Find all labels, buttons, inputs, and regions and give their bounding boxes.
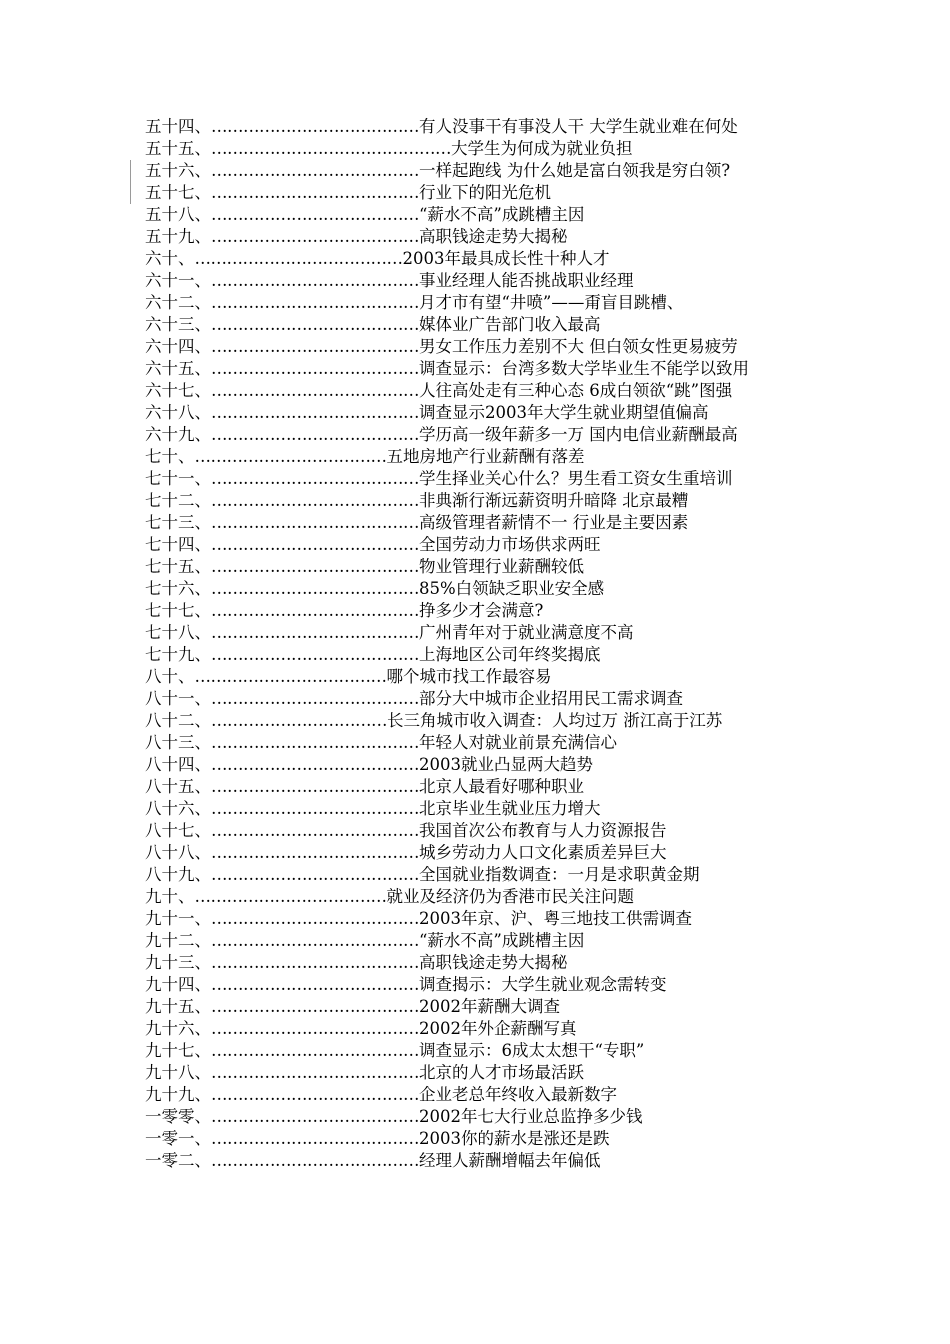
toc-entry[interactable] — [145, 886, 815, 908]
toc-entry-number: 七十、 — [145, 447, 195, 466]
toc-entry[interactable] — [145, 622, 815, 644]
toc-entry-number: 八十四、 — [145, 755, 211, 774]
toc-entry[interactable] — [145, 798, 815, 820]
toc-entry[interactable] — [145, 732, 815, 754]
toc-entry-number: 八十五、 — [145, 777, 211, 796]
toc-entry-number: 一零一、 — [145, 1129, 211, 1148]
toc-entry[interactable] — [145, 644, 815, 666]
toc-entry-number: 八十二、 — [145, 711, 211, 730]
toc-entry[interactable] — [145, 270, 815, 292]
toc-entry-number: 七十二、 — [145, 491, 211, 510]
toc-entry-number: 九十二、 — [145, 931, 211, 950]
toc-entry-title: 五地房地产行业薪酬有落差 — [386, 447, 585, 466]
toc-leader-dots: ………………………………… — [211, 1129, 419, 1148]
toc-entry[interactable] — [145, 974, 815, 996]
toc-leader-dots: ………………………………… — [211, 293, 419, 312]
toc-entry-number: 六十七、 — [145, 381, 211, 400]
toc-entry-title: 北京的人才市场最活跃 — [419, 1063, 584, 1082]
toc-entry[interactable] — [145, 1084, 815, 1106]
toc-entry-title: 北京人最看好哪种职业 — [419, 777, 584, 796]
toc-entry-number: 一零零、 — [145, 1107, 211, 1126]
toc-entry-title: 物业管理行业薪酬较低 — [419, 557, 584, 576]
toc-leader-dots: ………………………………… — [211, 931, 419, 950]
toc-entry-title: 调查显示：6成太太想干“专职” — [419, 1041, 645, 1060]
toc-entry[interactable] — [145, 380, 815, 402]
toc-entry[interactable] — [145, 688, 815, 710]
toc-entry-number: 五十四、 — [145, 117, 211, 136]
toc-leader-dots: ……………………………… — [194, 887, 387, 906]
toc-entry-number: 九十六、 — [145, 1019, 211, 1038]
toc-leader-dots: ………………………………… — [194, 249, 403, 268]
toc-entry[interactable] — [145, 424, 815, 446]
toc-entry-title: 调查显示2003年大学生就业期望值偏高 — [419, 403, 709, 422]
toc-leader-dots: ………………………………… — [211, 997, 419, 1016]
toc-leader-dots: ………………………………… — [211, 601, 419, 620]
toc-leader-dots: ………………………………… — [211, 1085, 419, 1104]
toc-leader-dots: ………………………………… — [211, 689, 419, 708]
toc-entry-number: 五十六、 — [145, 161, 211, 180]
toc-entry-number: 六十五、 — [145, 359, 211, 378]
toc-leader-dots: ………………………………… — [211, 359, 419, 378]
toc-entry-number: 八十一、 — [145, 689, 211, 708]
toc-entry-title: 人往高处走有三种心态 6成白领欲“跳”图强 — [419, 381, 733, 400]
toc-entry-title: 2003你的薪水是涨还是跌 — [419, 1129, 610, 1148]
toc-entry[interactable] — [145, 226, 815, 248]
toc-entry-title: 挣多少才会满意? — [419, 601, 544, 620]
toc-entry[interactable] — [145, 138, 815, 160]
toc-entry-number: 九十三、 — [145, 953, 211, 972]
toc-entry[interactable] — [145, 1040, 815, 1062]
toc-entry-title: 全国就业指数调查：一月是求职黄金期 — [419, 865, 700, 884]
toc-entry-number: 九十八、 — [145, 1063, 211, 1082]
toc-entry[interactable] — [145, 1150, 815, 1172]
toc-entry-number: 八十八、 — [145, 843, 211, 862]
toc-leader-dots: ………………………………… — [211, 579, 419, 598]
toc-entry[interactable] — [145, 996, 815, 1018]
toc-entry[interactable] — [145, 666, 815, 688]
toc-leader-dots: ………………………………… — [211, 403, 419, 422]
toc-leader-dots: ………………………………… — [211, 733, 419, 752]
toc-leader-dots: ………………………………… — [211, 469, 419, 488]
toc-entry[interactable] — [145, 182, 815, 204]
toc-leader-dots: ………………………………… — [211, 623, 419, 642]
toc-entry[interactable] — [145, 578, 815, 600]
toc-leader-dots: ………………………………… — [211, 315, 419, 334]
margin-bar — [130, 160, 131, 204]
toc-entry-number: 五十八、 — [145, 205, 211, 224]
toc-entry-number: 八十六、 — [145, 799, 211, 818]
toc-entry[interactable] — [145, 820, 815, 842]
toc-entry-number: 七十八、 — [145, 623, 211, 642]
toc-entry-number: 七十七、 — [145, 601, 211, 620]
toc-leader-dots: ………………………………… — [211, 117, 419, 136]
toc-entry-title: 2003年京、沪、粤三地技工供需调查 — [419, 909, 692, 928]
toc-entry[interactable] — [145, 358, 815, 380]
toc-leader-dots: …………………………… — [211, 711, 387, 730]
toc-entry[interactable] — [145, 534, 815, 556]
toc-leader-dots: ………………………………… — [211, 557, 419, 576]
toc-entry-title: 部分大中城市企业招用民工需求调查 — [419, 689, 683, 708]
toc-entry-title: 高级管理者薪情不一 行业是主要因素 — [419, 513, 689, 532]
toc-entry[interactable] — [145, 864, 815, 886]
toc-leader-dots: ………………………………… — [211, 1041, 419, 1060]
toc-entry-number: 六十九、 — [145, 425, 211, 444]
toc-leader-dots: ……………………………… — [194, 447, 387, 466]
toc-entry[interactable] — [145, 952, 815, 974]
toc-leader-dots: ………………………………… — [211, 755, 419, 774]
toc-entry-title: 男女工作压力差别不大 但白领女性更易疲劳 — [419, 337, 738, 356]
toc-entry-title: 学生择业关心什么？男生看工资女生重培训 — [419, 469, 733, 488]
toc-entry[interactable] — [145, 204, 815, 226]
toc-leader-dots: ………………………………… — [211, 227, 419, 246]
toc-entry-number: 八十七、 — [145, 821, 211, 840]
toc-leader-dots: ………………………………… — [211, 975, 419, 994]
toc-leader-dots: ………………………………… — [211, 645, 419, 664]
toc-entry[interactable] — [145, 292, 815, 314]
toc-entry-number: 九十四、 — [145, 975, 211, 994]
toc-entry-number: 九十七、 — [145, 1041, 211, 1060]
toc-entry[interactable] — [145, 402, 815, 424]
toc-entry-title: 哪个城市找工作最容易 — [386, 667, 552, 686]
toc-leader-dots: ………………………………… — [211, 1063, 419, 1082]
toc-entry-title: 大学生为何成为就业负担 — [451, 139, 633, 158]
toc-leader-dots: ………………………………… — [211, 1019, 419, 1038]
toc-entry-number: 五十九、 — [145, 227, 211, 246]
toc-entry-number: 七十四、 — [145, 535, 211, 554]
toc-entry-number: 六十四、 — [145, 337, 211, 356]
toc-entry-title: 全国劳动力市场供求两旺 — [419, 535, 601, 554]
toc-entry-title: 长三角城市收入调查：人均过万 浙江高于江苏 — [387, 711, 723, 730]
toc-entry-title: 高职钱途走势大揭秘 — [419, 227, 568, 246]
toc-entry-title: 广州青年对于就业满意度不高 — [419, 623, 634, 642]
toc-leader-dots: ………………………………… — [211, 491, 419, 510]
toc-entry-title: 有人没事干有事没人干 大学生就业难在何处 — [419, 117, 738, 136]
toc-entry-title: 城乡劳动力人口文化素质差异巨大 — [419, 843, 667, 862]
toc-entry[interactable] — [145, 930, 815, 952]
toc-entry-number: 五十七、 — [145, 183, 211, 202]
toc-entry-title: 北京毕业生就业压力增大 — [419, 799, 601, 818]
toc-leader-dots: ………………………………… — [211, 777, 419, 796]
toc-entry-number: 九十一、 — [145, 909, 211, 928]
toc-entry-title: 2002年薪酬大调查 — [419, 997, 560, 1016]
toc-entry-title: 非典渐行渐远薪资明升暗降 北京最糟 — [419, 491, 689, 510]
toc-entry-title: 年轻人对就业前景充满信心 — [419, 733, 617, 752]
toc-leader-dots: ………………………………… — [211, 909, 419, 928]
toc-entry-number: 一零二、 — [145, 1151, 211, 1170]
toc-entry-number: 六十一、 — [145, 271, 211, 290]
toc-entry-title: 一样起跑线 为什么她是富白领我是穷白领? — [419, 161, 731, 180]
toc-entry[interactable] — [145, 908, 815, 930]
toc-entry-title: 上海地区公司年终奖揭底 — [419, 645, 601, 664]
toc-entry[interactable] — [145, 248, 815, 270]
toc-leader-dots: ………………………………… — [211, 337, 419, 356]
toc-entry-number: 七十六、 — [145, 579, 211, 598]
toc-entry-number: 九十、 — [145, 887, 195, 906]
toc-leader-dots: ………………………………… — [211, 535, 419, 554]
toc-entry-title: 企业老总年终收入最新数字 — [419, 1085, 617, 1104]
toc-entry[interactable] — [145, 1018, 815, 1040]
toc-entry-title: 媒体业广告部门收入最高 — [419, 315, 601, 334]
toc-entry-title: 经理人薪酬增幅去年偏低 — [419, 1151, 601, 1170]
toc-entry[interactable] — [145, 336, 815, 358]
toc-entry-number: 五十五、 — [145, 139, 211, 158]
toc-entry-title: “薪水不高”成跳槽主因 — [419, 931, 585, 950]
toc-entry[interactable] — [145, 116, 815, 138]
toc-entry[interactable] — [145, 1106, 815, 1128]
toc-entry-number: 六十八、 — [145, 403, 211, 422]
toc-entry[interactable] — [145, 556, 815, 578]
toc-leader-dots: ………………………………… — [211, 843, 419, 862]
toc-entry-title: 调查揭示：大学生就业观念需转变 — [419, 975, 667, 994]
toc-entry-number: 七十五、 — [145, 557, 211, 576]
toc-entry[interactable] — [145, 754, 815, 776]
toc-entry-title: 2003就业凸显两大趋势 — [419, 755, 593, 774]
toc-leader-dots: ………………………………… — [211, 425, 419, 444]
toc-entry-title: 2002年外企薪酬写真 — [419, 1019, 577, 1038]
toc-entry[interactable] — [145, 710, 815, 732]
toc-entry-number: 八十九、 — [145, 865, 211, 884]
toc-entry-number: 七十三、 — [145, 513, 211, 532]
toc-entry[interactable] — [145, 468, 815, 490]
toc-entry-number: 八十、 — [145, 667, 195, 686]
toc-entry[interactable] — [145, 490, 815, 512]
toc-entry[interactable] — [145, 446, 815, 468]
toc-entry[interactable] — [145, 1128, 815, 1150]
toc-leader-dots: ………………………………… — [211, 271, 419, 290]
toc-entry-number: 六十二、 — [145, 293, 211, 312]
table-of-contents — [145, 116, 815, 1172]
toc-leader-dots: ……………………………………… — [211, 139, 451, 158]
toc-entry-title: 月才市有望“井喷”——甭盲目跳槽、 — [419, 293, 684, 312]
toc-entry-title: 调查显示：台湾多数大学毕业生不能学以致用 — [419, 359, 749, 378]
toc-entry[interactable] — [145, 1062, 815, 1084]
toc-leader-dots: ………………………………… — [211, 381, 419, 400]
toc-entry-title: 就业及经济仍为香港市民关注问题 — [386, 887, 634, 906]
toc-leader-dots: ………………………………… — [211, 865, 419, 884]
toc-leader-dots: ……………………………… — [194, 667, 387, 686]
toc-entry-number: 九十九、 — [145, 1085, 211, 1104]
toc-entry-title: 高职钱途走势大揭秘 — [419, 953, 568, 972]
toc-entry[interactable] — [145, 314, 815, 336]
toc-entry[interactable] — [145, 600, 815, 622]
toc-entry-number: 七十一、 — [145, 469, 211, 488]
toc-leader-dots: ………………………………… — [211, 513, 419, 532]
toc-entry-number: 八十三、 — [145, 733, 211, 752]
toc-entry-number: 七十九、 — [145, 645, 211, 664]
toc-leader-dots: ………………………………… — [211, 953, 419, 972]
toc-entry[interactable] — [145, 842, 815, 864]
toc-entry[interactable] — [145, 160, 815, 182]
toc-entry-title: “薪水不高”成跳槽主因 — [419, 205, 585, 224]
toc-entry-number: 九十五、 — [145, 997, 211, 1016]
toc-entry[interactable] — [145, 776, 815, 798]
toc-leader-dots: ………………………………… — [211, 821, 419, 840]
toc-leader-dots: ………………………………… — [211, 183, 419, 202]
toc-leader-dots: ………………………………… — [211, 1151, 419, 1170]
toc-entry-title: 事业经理人能否挑战职业经理 — [419, 271, 634, 290]
toc-entry-number: 六十、 — [145, 249, 195, 268]
toc-entry-number: 六十三、 — [145, 315, 211, 334]
toc-entry-title: 我国首次公布教育与人力资源报告 — [419, 821, 667, 840]
toc-entry-title: 85%白领缺乏职业安全感 — [419, 579, 605, 598]
toc-entry-title: 行业下的阳光危机 — [419, 183, 551, 202]
toc-entry-title: 学历高一级年薪多一万 国内电信业薪酬最高 — [419, 425, 738, 444]
toc-leader-dots: ………………………………… — [211, 161, 419, 180]
toc-entry[interactable] — [145, 512, 815, 534]
toc-entry-title: 2003年最具成长性十种人才 — [402, 249, 610, 268]
toc-entry-title: 2002年七大行业总监挣多少钱 — [419, 1107, 643, 1126]
toc-leader-dots: ………………………………… — [211, 1107, 419, 1126]
toc-leader-dots: ………………………………… — [211, 799, 419, 818]
toc-leader-dots: ………………………………… — [211, 205, 419, 224]
